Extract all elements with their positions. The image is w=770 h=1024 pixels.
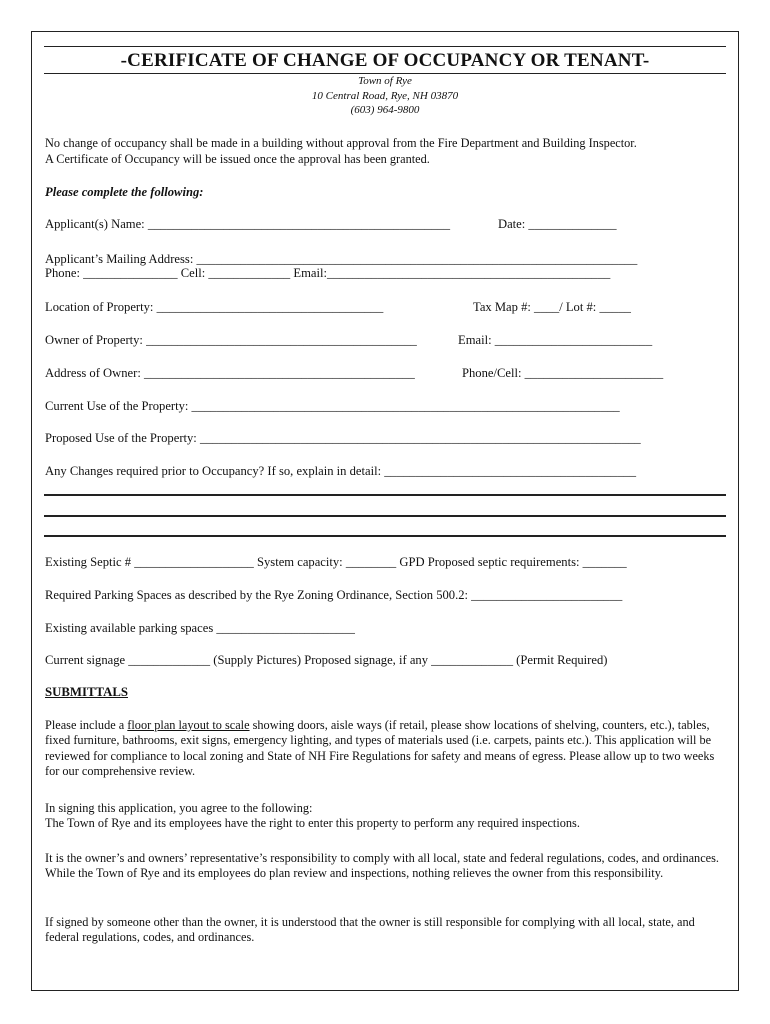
signature-paragraph: If signed by someone other than the owner, it is understood that the owner is still responsible for complying with all local, state, and federal regulations, codes, and ordinances. — [45, 915, 695, 945]
date-field[interactable]: Date: ______________ — [498, 217, 617, 231]
mailing-address-field[interactable]: Applicant’s Mailing Address: ______________________________________________________________________ — [45, 252, 638, 266]
explain-line-1 — [44, 494, 726, 496]
submittals-paragraph-1 — [45, 718, 730, 779]
town-name: Town of Rye — [358, 75, 412, 87]
town-phone: (603) 964-9800 — [350, 104, 420, 116]
intro-line-2: A Certificate of Occupancy will be issued once the approval has been granted. — [45, 152, 430, 166]
p1-before: Please include a — [45, 718, 128, 732]
agreement-line-1: In signing this application, you agree to the following: — [45, 801, 313, 815]
instruction: Please complete the following: — [45, 185, 204, 199]
septic-field[interactable]: Existing Septic # ___________________ System capacity: ________ GPD Proposed septic requirements: _______ — [45, 555, 627, 569]
title-rule-top — [44, 46, 726, 47]
page-border — [31, 31, 739, 991]
proposed-use-field[interactable]: Proposed Use of the Property: ______________________________________________________________________ — [45, 431, 641, 445]
current-use-field[interactable]: Current Use of the Property: ____________________________________________________________________ — [45, 399, 620, 413]
agreement-line-2: The Town of Rye and its employees have the right to enter this property to perform any required inspections. — [45, 816, 580, 830]
intro-line-1: No change of occupancy shall be made in a building without approval from the Fire Department and Building Inspector. — [45, 136, 637, 150]
explain-line-2 — [44, 515, 726, 517]
changes-field[interactable]: Any Changes required prior to Occupancy? If so, explain in detail: ________________________________________ — [45, 464, 637, 478]
owner-email-field[interactable]: Email: _________________________ — [458, 333, 653, 347]
signage-field[interactable]: Current signage _____________ (Supply Pictures) Proposed signage, if any _____________ (Permit Required) — [45, 653, 608, 667]
p1-after: showing doors, aisle ways (if retail, please show locations of shelving, counters, etc.), tables, fixed furniture, bathrooms, exit signs, emergency lighting, and types of materials used (i.e. carpets, paints etc.). This application will be reviewed for compliance to local zoning and State of NH Fire Regulations for safety and means of egress. Please allow up to two weeks for our comprehensive review. — [45, 718, 715, 778]
title-rule-bottom — [44, 73, 726, 74]
town-address: 10 Central Road, Rye, NH 03870 — [311, 90, 459, 102]
applicant-name-field[interactable]: Applicant(s) Name: ________________________________________________ — [45, 217, 451, 231]
floor-plan-phrase: floor plan layout to scale — [127, 718, 250, 732]
parking-existing-field[interactable]: Existing available parking spaces ______________________ — [45, 621, 355, 635]
owner-field[interactable]: Owner of Property: ___________________________________________ — [45, 333, 417, 347]
parking-required-field[interactable]: Required Parking Spaces as described by the Rye Zoning Ordinance, Section 500.2: ________________________ — [45, 588, 623, 602]
owner-phone-field[interactable]: Phone/Cell: ______________________ — [462, 366, 664, 380]
responsibility-paragraph: It is the owner’s and owners’ representative’s responsibility to comply with all local, state and federal regulations, codes, and ordinances. While the Town of Rye and its employees do plan review and inspections, nothing relieves the owner from this responsibility. — [45, 851, 719, 881]
explain-line-3 — [44, 535, 726, 537]
submittals-heading: SUBMITTALS — [45, 685, 128, 699]
location-field[interactable]: Location of Property: ____________________________________ — [45, 300, 384, 314]
page-title: -CERIFICATE OF CHANGE OF OCCUPANCY OR TENANT- — [120, 50, 650, 71]
tax-map-field[interactable]: Tax Map #: ____/ Lot #: _____ — [473, 300, 631, 314]
phone-cell-email-field[interactable]: Phone: _______________ Cell: _____________ Email:_____________________________________________ — [45, 266, 611, 280]
owner-address-field[interactable]: Address of Owner: ___________________________________________ — [45, 366, 415, 380]
